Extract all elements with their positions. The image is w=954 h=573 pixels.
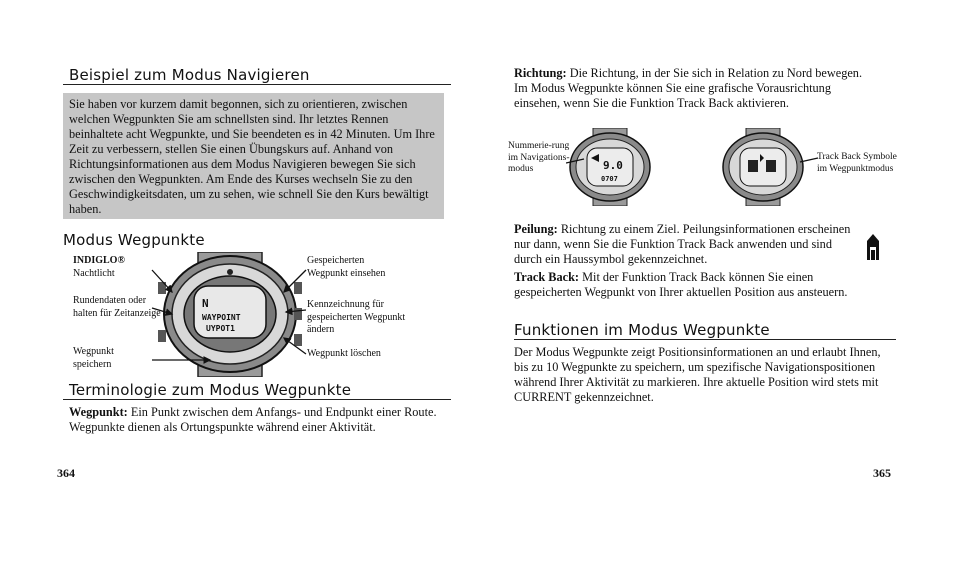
peilung-paragraph	[514, 222, 854, 267]
label-nachtlicht: Nachtlicht	[73, 268, 115, 279]
page-number-left: 364	[57, 466, 75, 480]
heading-example: Beispiel zum Modus Navigieren	[69, 66, 310, 84]
trackback-paragraph	[514, 270, 874, 300]
functions-rule	[514, 339, 896, 340]
peilung-label: Peilung:	[514, 222, 558, 236]
label-loeschen: Wegpunkt löschen	[307, 348, 381, 359]
peilung-text: Richtung zu einem Ziel. Peilungsinformationen erscheinen nur dann, wenn Sie die Funktion Track Back anwenden und sind durch ein Haussymbol gekennzeichnet.	[514, 222, 851, 266]
house-icon	[864, 233, 882, 261]
watch1-display-line2: 0707	[601, 175, 618, 183]
label-wegpunkt-speichern: Wegpunkt speichern	[73, 346, 114, 370]
label-kennzeichnung: Kennzeichnung für gespeicherten Wegpunkt ändern	[307, 299, 406, 335]
caption-left: Nummerie-rung im Navigations-modus	[508, 141, 570, 174]
heading-rule	[63, 84, 451, 85]
term-label: Wegpunkt:	[69, 405, 128, 419]
caption-right-arrow	[798, 152, 820, 168]
caption-left-arrow	[566, 155, 586, 171]
label-indiglo: INDIGLO®	[73, 255, 125, 266]
functions-text: Der Modus Wegpunkte zeigt Positionsinformationen an und erlaubt Ihnen, bis zu 10 Wegpunkte zu speichern, um spezifische Navigationspositionen während Ihrer Aktivität zu markieren. Ihre aktuelle Position wird stets mit CURRENT gekennzeichnet.	[514, 345, 881, 404]
watch-display-line3: UYPOT1	[206, 324, 235, 333]
watch-display-line1: N	[202, 297, 209, 310]
example-box	[63, 93, 444, 219]
richtung-paragraph	[514, 66, 874, 111]
label-gespeicherten: Gespeicherten Wegpunkt einsehen	[307, 255, 386, 279]
heading-terminology: Terminologie zum Modus Wegpunkte	[69, 381, 352, 399]
richtung-text: Die Richtung, in der Sie sich in Relation zu Nord bewegen. Im Modus Wegpunkte können Sie eine grafische Vorausrichtung einsehen, wenn Sie die Funktion Track Back aktivieren.	[514, 66, 863, 110]
watch-display-line2: WAYPOINT	[202, 313, 241, 322]
heading-functions: Funktionen im Modus Wegpunkte	[514, 321, 770, 339]
trackback-label: Track Back:	[514, 270, 580, 284]
watch-trackback-illustration	[718, 128, 808, 206]
page-number-right: 365	[873, 466, 891, 480]
pointer-lines	[150, 262, 310, 372]
label-rundendaten: Rundendaten oder halten für Zeitanzeige	[73, 295, 161, 319]
richtung-label: Richtung:	[514, 66, 567, 80]
trackback-text: Mit der Funktion Track Back können Sie einen gespeicherten Wegpunkt von Ihrer aktuellen Position aus ansteuern.	[514, 270, 848, 299]
term-text: Ein Punkt zwischen dem Anfangs- und Endpunkt einer Route. Wegpunkte dienen als Ortungspunkte während einer Aktivität.	[69, 405, 437, 434]
caption-right: Track Back Symbole im Wegpunktmodus	[817, 152, 897, 174]
term-wegpunkt	[69, 405, 447, 435]
example-text: Sie haben vor kurzem damit begonnen, sich zu orientieren, zwischen welchen Wegpunkten Sie am schnellsten sind. Ihr letztes Rennen beinhaltete acht Wegpunkte, und Sie beendeten es in 42 Minuten. Um Ihre Zeit zu verbessern, stellen Sie einen Übungskurs auf. Anhand von Richtungsinformationen aus dem Modus Navigieren bewegen Sie sich zwischen den Wegpunkten. Am Ende des Kurses wechseln Sie zu den Geschwindigkeitsdaten, um zu sehen, wie schnell Sie den Kurs bewältigt haben.	[69, 97, 435, 216]
terminology-rule	[63, 399, 451, 400]
watch1-display-line1: 9.0	[603, 159, 623, 172]
heading-waypoints: Modus Wegpunkte	[63, 231, 205, 249]
